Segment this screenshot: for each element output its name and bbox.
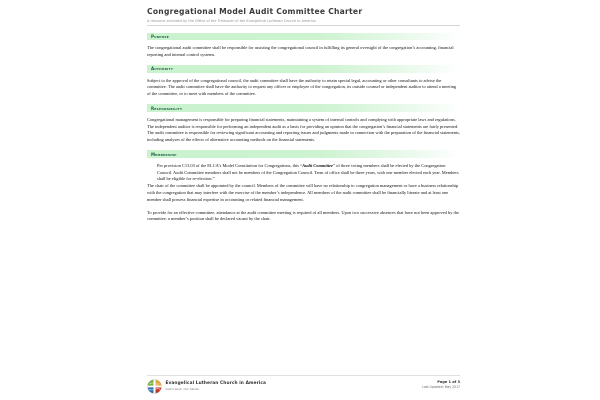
paragraph: To provide for an effective committee, attendance at the audit committee meeting is required of all members. Upon two successive absences that have not been approved by the committee, a member’s position shall be declared vacant by the chair. — [147, 209, 459, 222]
section-title-purpose: Purpose — [151, 33, 170, 39]
paragraph: The congregational audit committee shall be responsible for assisting the congregational council in fulfilling its general oversight of the congregation’s accounting, financial reporting and internal control systems. — [147, 45, 454, 57]
quote-emphasis: Audit Committee — [302, 162, 334, 168]
page-title: Congregational Model Audit Committee Charter — [147, 7, 363, 16]
quote-tail: ” of three voting members shall be elected by the Congregation Council. Audit Committee members shall not be members of the Congregation Council. Term of office shall be three years, with one member elected each year. Members shall be eligible for re-election.” — [157, 162, 459, 182]
section-title-membership: Membership — [151, 151, 177, 157]
paragraph-quote — [157, 163, 460, 183]
paragraph: Subject to the approval of the congregational council, the audit committee shall have the authority to retain special legal, accounting or other consultants to advise the committee. The audit committee shall have the authority to request any officer or employee of the congregation, its outside counsel or independent auditor to attend a meeting of the committee, or to meet with members of the committee. — [147, 77, 457, 97]
footer-row — [147, 379, 460, 394]
paragraph: The chair of the committee shall be appointed by the council. Members of the committee will have no relationship to congregation management or have a business relationship with the congregation that may interfere with the exercise of the member’s independence. All members of the audit committee shall be financially literate and at least one member shall possess financial expertise in accounting or related financial management. — [147, 183, 459, 202]
section-header-band-responsibility — [147, 104, 460, 112]
constitution-quote-block — [157, 163, 460, 183]
section-body-purpose — [147, 45, 460, 59]
section-title-authority: Authority — [151, 66, 174, 72]
footer-meta — [422, 379, 460, 389]
section-header-band-membership — [147, 150, 460, 158]
last-updated-date: Last Updated: May 2017 — [422, 385, 460, 390]
page-number: Page 1 of 3 — [437, 380, 460, 384]
section-body-authority — [147, 78, 460, 98]
document-header — [147, 6, 460, 26]
brand-text — [166, 382, 267, 391]
organization-name: Evangelical Lutheran Church in America — [165, 380, 267, 386]
organization-tagline: God’s work. Our hands. — [165, 386, 200, 391]
section-body-responsibility — [147, 117, 460, 144]
footer-brand — [147, 379, 266, 394]
section-purpose — [147, 33, 460, 59]
section-header-band-authority — [147, 65, 460, 73]
section-membership — [147, 150, 460, 223]
footer-divider — [147, 375, 460, 376]
document-footer — [147, 375, 460, 395]
section-authority — [147, 65, 460, 98]
header-divider — [147, 25, 460, 26]
section-responsibility — [147, 104, 460, 144]
document-subtitle: A resource provided by the Office of the Treasurer of the Evangelical Lutheran Church in America — [147, 18, 316, 23]
elca-cross-globe-icon — [147, 379, 162, 394]
section-header-band-purpose — [147, 33, 460, 41]
paragraph: Congregational management is responsible for preparing financial statements, maintaining a system of internal controls and complying with appropriate laws and regulations. The independent auditor is responsible for performing an independent audit as a basis for providing an opinion that the congregation’s financial statements are fairly presented. The audit committee is responsible for reviewing significant accounting and reporting issues and judgments made in connection with the preparation of the financial statements, including analyses of the effects of alternative accounting methods on the financial statements. — [147, 116, 461, 143]
section-body-membership — [147, 163, 460, 223]
section-title-responsibility: Responsibility — [151, 105, 183, 111]
quote-lead: Per provision C13.03 of the ELCA’s Model Constitution for Congregations, this “ — [157, 162, 303, 168]
